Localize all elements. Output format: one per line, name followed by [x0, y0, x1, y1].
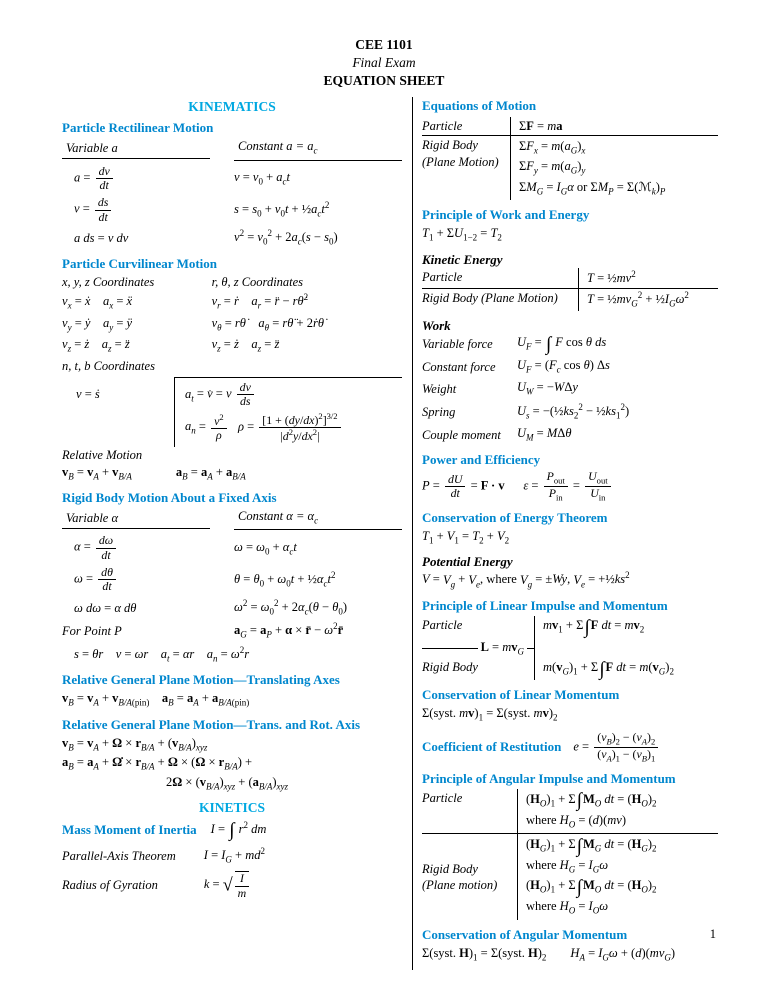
formula: $\theta = \theta_0 + \omega_0t$ + $\frac{1}{2}\alpha_ct^2$: [234, 569, 336, 589]
formula: P = $\frac{dU}{dt}$ = F · v ε = $\frac{P_{out}}{P_{in}}$ = $\frac{U_{out}}{U_{in}}$: [422, 470, 718, 503]
formula: v = $\frac{ds}{dt}$: [62, 196, 210, 224]
subheading-rtz-coordinates: r, θ, z Coordinates: [211, 274, 304, 289]
heading-principle-work-energy: Principle of Work and Energy: [422, 207, 590, 223]
spacer-cell: [534, 638, 718, 658]
section-kinetic-energy: [422, 251, 718, 311]
row-label-line: Rigid Body: [422, 138, 478, 153]
left-column: [62, 97, 412, 970]
formula: $(H_O)_1 + \Sigma\int M_O$ dt = $(H_O)_2$: [526, 876, 657, 898]
cor-row: [422, 731, 718, 764]
formula: $(H_G)_1 + \Sigma\int M_G$ dt = $(H_G)_2$: [526, 835, 657, 857]
paim-rigid-body-row: [422, 834, 718, 919]
eom-rigid-body-formulas: [510, 136, 718, 200]
formula: $U_M = M\Delta\theta$: [517, 426, 572, 443]
for-point-p-row: [62, 621, 402, 642]
formula: $U_F = (F_c$ cos θ) Δs: [517, 358, 610, 375]
formula: $v_x$ = ẋ $a_x$ = ẍ: [62, 293, 133, 311]
formula: $v_r$ = ṙ $a_r$ = r̈ − rθ̇$^2$: [211, 292, 309, 311]
formula: $T = \frac{1}{2}mv^2$: [578, 268, 718, 288]
ke-rigid-body-row: [422, 289, 718, 312]
ntb-accel-cell: [174, 377, 402, 447]
section-parallel-axis-theorem: [62, 846, 402, 867]
formula: $v^2 = v_0^2 + 2a_c(s - s_0)$: [234, 227, 338, 247]
right-column: [412, 97, 718, 970]
formula: $H_A = I_G\omega + (d)(mv_G)$: [570, 945, 676, 963]
section-coefficient-restitution: [422, 731, 718, 764]
formula: v = ṡ: [76, 386, 100, 401]
formula: $v = v_0 + a_ct$: [234, 169, 290, 187]
section-conservation-linear-momentum: [422, 686, 718, 725]
eom-rigid-body-row: [422, 136, 718, 200]
plim-rigid-body-row: [422, 658, 718, 680]
formula: ω dω = α dθ: [74, 600, 137, 615]
heading-angular-impulse-momentum: Principle of Angular Impulse and Momentum: [422, 770, 676, 786]
heading-work: Work: [422, 318, 451, 334]
section-rigid-body-fixed-axis: [62, 489, 402, 665]
heading-equations-of-motion: Equations of Motion: [422, 98, 537, 114]
section-particle-rectilinear-motion: [62, 119, 402, 248]
heading-rgpm-trans-rot-axis: Relative General Plane Motion—Trans. and Rot. Axis: [62, 716, 361, 732]
ntb-block: [62, 377, 402, 447]
row-label-particle: Particle: [422, 269, 463, 284]
formula: $a_B = a_A + a_{B/A}$: [175, 464, 246, 482]
row-label-rigid-body: [422, 136, 510, 200]
formula: $2\Omega \times (v_{B/A})_{xyz} + (a_{B/A})_{xyz}$: [166, 774, 289, 792]
paim-rigid-body-formulas: [517, 834, 718, 919]
paim-table: [422, 789, 718, 920]
column-header-variable-alpha: Variable α: [62, 510, 210, 530]
kinetic-energy-table: [422, 268, 718, 311]
formula: $a_t$ = v̇ = v $\frac{dv}{ds}$: [185, 381, 402, 409]
divider-line: [422, 648, 478, 649]
rbm-table: [62, 508, 402, 618]
plim-particle-row: [422, 616, 718, 638]
formula: $a_n$ = $\frac{v^2}{\rho}$ ρ = $\frac{[1 + (dy/dx)^2]^{3/2}}{|d^2y/dx^2|}$: [185, 412, 402, 444]
course-code: CEE 1101: [355, 37, 413, 52]
formula: $U_s$ = $-(\frac{1}{2}ks_2^2$ − $\frac{1}{2}ks_1^2$): [517, 401, 630, 421]
formula: $v_B = v_A + v_{B/A}$: [62, 464, 132, 482]
cam-formulas: [422, 945, 718, 964]
relative-motion-formulas: [62, 464, 402, 483]
formula: $mv_1 + \Sigma\int F$ dt = $mv_2$: [534, 616, 718, 638]
formula: e = $\frac{(v_B)_2 - (v_A)_2}{(v_A)_1 - (v_B)_1}$: [573, 731, 660, 764]
paim-particle-row: [422, 789, 718, 834]
row-label-particle: Particle: [422, 618, 463, 633]
section-equations-of-motion: [422, 97, 718, 200]
subheading-xyz-coordinates: x, y, z Coordinates: [62, 274, 155, 289]
section-mass-moment-of-inertia: [62, 820, 402, 841]
kinetics-title: KINETICS: [198, 800, 266, 816]
exam-name: Final Exam: [352, 54, 416, 70]
formula: $\Sigma F_x = m(a_G)_x$: [519, 139, 586, 156]
subheading-for-point-p: For Point P: [62, 624, 122, 639]
column-header-constant-a: Constant $a = a_c$: [234, 138, 402, 160]
row-label-particle: Particle: [422, 118, 463, 133]
section-rgpm-translating-axes: [62, 671, 402, 710]
heading-coefficient-restitution: Coefficient of Restitution: [422, 738, 562, 754]
subheading-relative-motion: Relative Motion: [62, 448, 143, 463]
formula: ω = $\frac{d\theta}{dt}$: [62, 566, 210, 594]
row-label-line: (Plane Motion): [422, 154, 499, 169]
formula: $\omega = \omega_0 + \alpha_ct$: [234, 539, 297, 557]
section-rgpm-trans-rot-axis: [62, 716, 402, 793]
row-label-spring: Spring: [422, 404, 456, 419]
row-label-weight: Weight: [422, 381, 457, 396]
formula: $v_\theta$ = rθ̇ $a_\theta$ = rθ̈ + 2ṙθ̇: [211, 315, 324, 333]
row-label-couple-moment: Couple moment: [422, 427, 501, 442]
prm-table: [62, 138, 402, 248]
kinematics-title: KINEMATICS: [188, 99, 276, 115]
heading-particle-curvilinear-motion: Particle Curvilinear Motion: [62, 255, 218, 271]
section-principle-work-energy: [422, 206, 718, 245]
formula: ΣF = ma: [510, 117, 718, 136]
section-potential-energy: [422, 553, 718, 591]
formula: $v_z$ = ż $a_z$ = z̈: [211, 337, 280, 354]
formula: $\Sigma M_G = I_G\alpha$ or $\Sigma M_P$ = $\Sigma(ℳ_k)_P$: [519, 179, 666, 197]
formula: where $H_O = (d)(mv)$: [526, 812, 626, 830]
formula: $a_B = a_A$ + Ω̇ × $r_{B/A} + \Omega \times (\Omega \times r_{B/A})$ +: [62, 755, 253, 772]
row-label-rigid-body: Rigid Body: [422, 660, 478, 675]
section-linear-impulse-momentum: [422, 597, 718, 680]
formula: Σ(syst. $H)_1$ = Σ(syst. $H)_2$: [422, 945, 547, 963]
formula: $v_B = v_A + v_{B/A(pin)}$ $a_B = a_A + a_{B/A(pin)}$: [62, 691, 250, 708]
formula: $T = \frac{1}{2}mv_G^2$ + $\frac{1}{2}I_G\omega^2$: [578, 289, 718, 312]
subheading-parallel-axis-theorem: Parallel-Axis Theorem: [62, 848, 176, 863]
formula: $s = s_0 + v_0t$ + $\frac{1}{2}a_ct^2$: [234, 199, 330, 219]
formula: α = $\frac{d\omega}{dt}$: [62, 534, 210, 562]
formula: $U_W = -W\Delta y$: [517, 380, 578, 397]
heading-mass-moment-of-inertia: Mass Moment of Inertia: [62, 821, 197, 837]
formula: a = $\frac{dv}{dt}$: [62, 165, 210, 193]
heading-particle-rectilinear-motion: Particle Rectilinear Motion: [62, 120, 214, 136]
heading-conservation-energy: Conservation of Energy Theorem: [422, 509, 608, 525]
page-title: EQUATION SHEET: [323, 72, 445, 88]
row-label-line: (Plane motion): [422, 878, 498, 893]
work-table: [422, 334, 718, 445]
formula: where $H_O = I_O\omega$: [526, 899, 609, 916]
section-conservation-energy: [422, 509, 718, 548]
document-header: [0, 0, 768, 89]
section-particle-curvilinear-motion: [62, 255, 402, 483]
formula: where $H_G = I_G\omega$: [526, 857, 609, 875]
formula: $I = I_G + md^2$: [203, 845, 266, 865]
formula: $\omega^2 = \omega_0^2 + 2\alpha_c(\theta - \theta_0)$: [234, 597, 348, 617]
formula: $m(v_G)_1 + \Sigma\int F$ dt = $m(v_G)_2$: [534, 658, 718, 680]
heading-power-efficiency: Power and Efficiency: [422, 451, 541, 467]
eom-particle-row: [422, 117, 718, 137]
eom-table: [422, 117, 718, 201]
section-radius-of-gyration: [62, 871, 402, 900]
row-label-constant-force: Constant force: [422, 359, 496, 374]
row-label-rigid-body-plane-motion: [422, 834, 517, 919]
heading-rgpm-translating-axes: Relative General Plane Motion—Translating Axes: [62, 672, 340, 688]
section-angular-impulse-momentum: [422, 770, 718, 920]
formula: I = ∫ $r^2$ dm: [210, 819, 267, 842]
subheading-ntb-coordinates: n, t, b Coordinates: [62, 359, 155, 374]
heading-potential-energy: Potential Energy: [422, 554, 513, 570]
formula: s = θr v = ωr $a_t = \alpha r$ $a_n = \omega^2r$: [74, 644, 250, 664]
section-work: [422, 317, 718, 445]
formula: Σ(syst. $mv)_1$ = Σ(syst. $mv)_2$: [422, 706, 558, 723]
heading-conservation-angular-momentum: Conservation of Angular Momentum: [422, 926, 628, 942]
subheading-radius-of-gyration: Radius of Gyration: [62, 878, 158, 893]
pcm-table: [62, 274, 402, 356]
column-header-variable-a: Variable a: [62, 140, 210, 160]
page-number: 1: [709, 926, 716, 941]
section-conservation-angular-momentum: [422, 926, 718, 965]
formula: $\Sigma F_y = m(a_G)_y$: [519, 159, 586, 176]
heading-conservation-linear-momentum: Conservation of Linear Momentum: [422, 687, 620, 703]
column-header-constant-alpha: Constant $\alpha = \alpha_c$: [234, 508, 402, 530]
plim-divider-row: [422, 638, 718, 658]
row-label-variable-force: Variable force: [422, 336, 493, 351]
two-column-body: [62, 97, 718, 970]
heading-rigid-body-fixed-axis: Rigid Body Motion About a Fixed Axis: [62, 489, 277, 505]
formula: a ds = v dv: [74, 230, 129, 245]
formula: $T_1 + \Sigma U_{1-2} = T_2$: [422, 226, 502, 243]
formula: $a_G = a_P + \alpha$ × r̄ − $\omega^2r̄$: [234, 621, 344, 640]
row-label-rigid-body-plane-motion: Rigid Body (Plane Motion): [422, 290, 558, 305]
section-power-efficiency: [422, 451, 718, 503]
heading-kinetic-energy: Kinetic Energy: [422, 251, 503, 267]
formula: $v_z$ = ż $a_z$ = z̈: [62, 337, 130, 354]
formula: $U_F$ = ∫ F cos θ ds: [517, 333, 607, 355]
heading-linear-impulse-momentum: Principle of Linear Impulse and Momentum: [422, 598, 668, 614]
formula: k = √ $\frac{I}{m}$: [204, 871, 251, 900]
row-label-line: Rigid Body: [422, 861, 478, 876]
formula: $v_B = v_A + \Omega \times r_{B/A} + (v_{B/A})_{xyz}$: [62, 735, 208, 753]
plim-table: [422, 616, 718, 680]
formula: $T_1 + V_1 = T_2 + V_2$: [422, 528, 510, 546]
formula: $v_y$ = ẏ $a_y$ = ÿ: [62, 315, 133, 333]
formula: $L = mv_G$: [480, 640, 524, 657]
row-label-particle: Particle: [422, 790, 463, 805]
formula: $V = V_g + V_e$, where $V_g = \pm Wy$, $V_e$ = $+\frac{1}{2}ks^2$: [422, 570, 630, 590]
linear-momentum-definition: [422, 638, 534, 658]
formula: $(H_O)_1 + \Sigma\int M_O$ dt = $(H_O)_2$: [526, 790, 657, 812]
divider-line: [527, 648, 534, 649]
ke-particle-row: [422, 268, 718, 289]
paim-particle-formulas: [517, 789, 718, 833]
